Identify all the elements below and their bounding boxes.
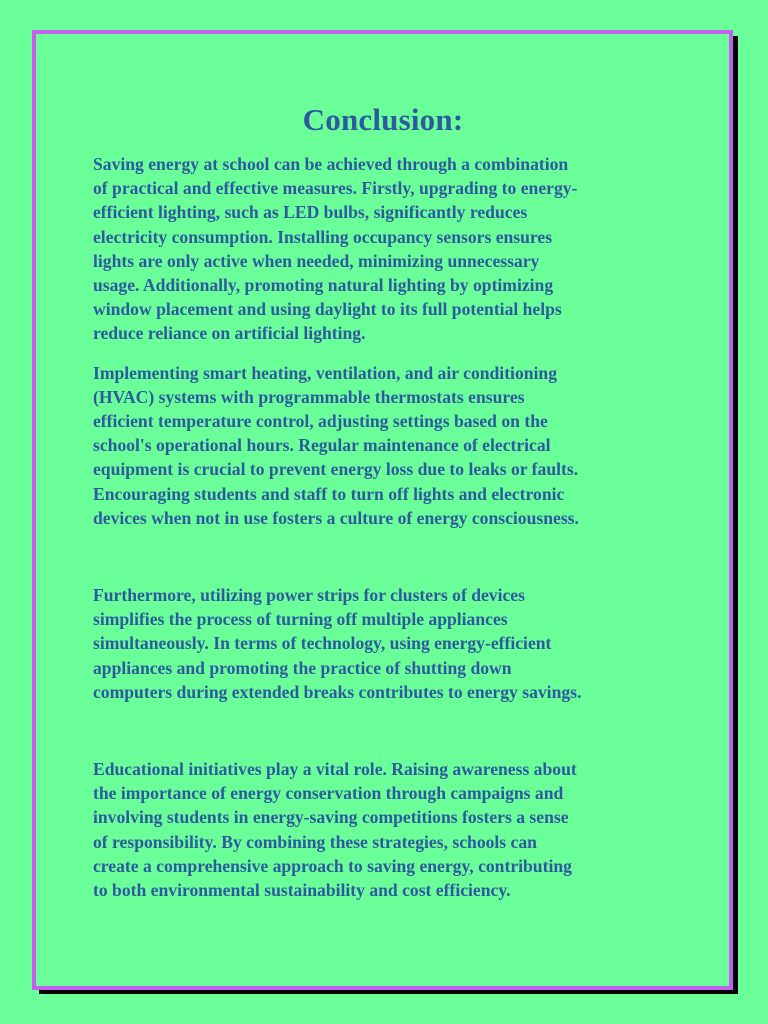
page-title: Conclusion: xyxy=(302,102,464,137)
paragraph-hvac: Implementing smart heating, ventilation, and air conditioning (HVAC) systems with programmable thermostats ensures efficient temperature control, adjusting settings based on the school's operational hours. Regular maintenance of electrical equipment is crucial to prevent energy loss due to leaks or faults. Encouraging students and staff to turn off lights and electronic devices when not in use fosters a culture of energy consciousness. xyxy=(93,362,579,528)
paragraph-lighting: Saving energy at school can be achieved through a combination of practical and effective measures. Firstly, upgrading to energy- efficient lighting, such as LED bulbs, significantly reduces electricity consumption. Installing occupancy sensors ensures lights are only active when needed, minimizing unnecessary usage. Additionally, promoting natural lighting by optimizing window placement and using daylight to its full potential helps reduce reliance on artificial lighting. xyxy=(93,154,578,344)
document-content xyxy=(93,100,673,902)
paragraph-power-strips: Furthermore, utilizing power strips for clusters of devices simplifies the process of turning off multiple appliances simultaneously. In terms of technology, using energy-efficient appliances and promoting the practice of shutting down computers during extended breaks contributes to energy savings. xyxy=(93,585,582,702)
paragraph-education: Educational initiatives play a vital role. Raising awareness about the importance of energy conservation through campaigns and involving students in energy-saving competitions fosters a sense of responsibility. By combining these strategies, schools can create a comprehensive approach to saving energy, contributing to both environmental sustainability and cost efficiency. xyxy=(93,759,577,901)
